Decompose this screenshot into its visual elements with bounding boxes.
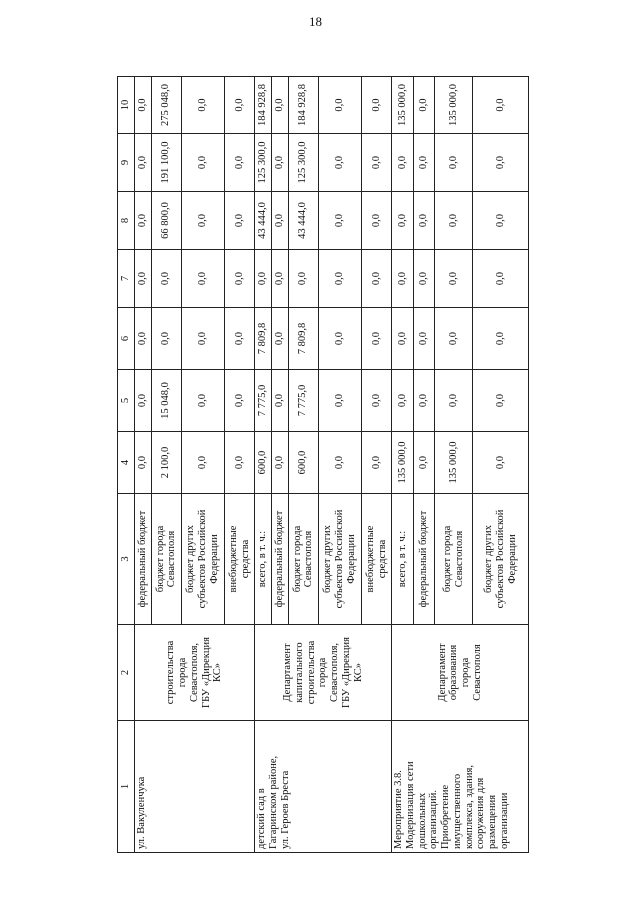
funding-source-cell: федеральный бюджет [413,494,434,625]
value-cell: 0,0 [181,308,224,370]
value-cell: 0,0 [473,370,529,432]
funding-source-cell: всего, в т. ч.: [392,494,413,625]
value-cell: 0,0 [225,134,255,192]
value-cell: 0,0 [473,250,529,308]
funding-source-cell: федеральный бюджет [135,494,152,625]
value-cell: 0,0 [318,308,361,370]
value-cell: 0,0 [473,77,529,134]
value-cell: 0,0 [181,370,224,432]
value-cell: 0,0 [434,192,472,250]
funding-source-cell: бюджет других субъектов Российской Федерации [181,494,224,625]
column-header: 6 [118,308,135,370]
column-header: 7 [118,250,135,308]
value-cell: 0,0 [413,192,434,250]
page-number: 18 [309,14,322,29]
value-cell: 0,0 [318,134,361,192]
value-cell: 0,0 [271,370,288,432]
value-cell: 0,0 [135,432,152,494]
value-cell: 0,0 [225,250,255,308]
value-cell: 0,0 [362,432,392,494]
event-name-cell: Мероприятие 3.8. Модернизация сети дошкольных организаций. Приобретение имущественного комплекса, здания, сооружения для размещения организации [392,721,529,853]
value-cell: 0,0 [318,250,361,308]
value-cell: 0,0 [135,370,152,432]
value-cell: 0,0 [271,192,288,250]
value-cell: 0,0 [135,308,152,370]
funding-source-cell: бюджет других субъектов Российской Федерации [473,494,529,625]
rotated-table-container [117,77,529,853]
value-cell: 7 809,8 [288,308,318,370]
value-cell: 0,0 [362,250,392,308]
column-header: 4 [118,432,135,494]
value-cell: 0,0 [225,308,255,370]
value-cell: 0,0 [181,134,224,192]
event-name-cell: ул. Вакуленчука [135,721,255,853]
funding-source-cell: бюджет города Севастополя [288,494,318,625]
value-cell: 0,0 [392,308,413,370]
funding-source-cell: внебюджетные средства [362,494,392,625]
value-cell: 0,0 [181,432,224,494]
value-cell: 125 300,0 [288,134,318,192]
funding-source-cell: внебюджетные средства [225,494,255,625]
value-cell: 0,0 [473,432,529,494]
table-row [392,77,413,853]
value-cell: 0,0 [151,308,181,370]
column-header: 9 [118,134,135,192]
value-cell: 184 928,8 [255,77,272,134]
value-cell: 0,0 [434,308,472,370]
value-cell: 0,0 [413,432,434,494]
value-cell: 0,0 [362,134,392,192]
value-cell: 275 048,0 [151,77,181,134]
column-header: 2 [118,625,135,721]
value-cell: 43 444,0 [255,192,272,250]
table-row [135,77,152,853]
value-cell: 0,0 [413,308,434,370]
column-header: 10 [118,77,135,134]
value-cell: 191 100,0 [151,134,181,192]
value-cell: 0,0 [225,370,255,432]
executor-cell: Департамент образования города Севастополя [392,625,529,721]
value-cell: 0,0 [288,250,318,308]
value-cell: 0,0 [225,77,255,134]
value-cell: 0,0 [318,370,361,432]
value-cell: 0,0 [392,192,413,250]
value-cell: 135 000,0 [392,77,413,134]
value-cell: 0,0 [362,308,392,370]
value-cell: 0,0 [473,192,529,250]
value-cell: 0,0 [255,250,272,308]
funding-source-cell: бюджет города Севастополя [434,494,472,625]
value-cell: 66 800,0 [151,192,181,250]
value-cell: 7 775,0 [255,370,272,432]
event-name-cell: детский сад в Гагаринском районе, ул. Героев Бреста [255,721,392,853]
value-cell: 0,0 [473,134,529,192]
value-cell: 0,0 [151,250,181,308]
funding-source-cell: федеральный бюджет [271,494,288,625]
header-row [118,77,135,853]
value-cell: 15 048,0 [151,370,181,432]
value-cell: 0,0 [392,250,413,308]
value-cell: 0,0 [392,134,413,192]
value-cell: 0,0 [362,370,392,432]
value-cell: 0,0 [413,370,434,432]
value-cell: 125 300,0 [255,134,272,192]
value-cell: 0,0 [271,432,288,494]
table-row [255,77,272,853]
value-cell: 0,0 [318,192,361,250]
value-cell: 600,0 [255,432,272,494]
value-cell: 0,0 [271,250,288,308]
value-cell: 0,0 [434,134,472,192]
column-header: 8 [118,192,135,250]
value-cell: 0,0 [473,308,529,370]
table-body [135,77,529,853]
column-header: 5 [118,370,135,432]
value-cell: 0,0 [181,250,224,308]
value-cell: 0,0 [362,192,392,250]
funding-source-cell: бюджет других субъектов Российской Федерации [318,494,361,625]
value-cell: 43 444,0 [288,192,318,250]
funding-source-cell: бюджет города Севастополя [151,494,181,625]
value-cell: 0,0 [271,134,288,192]
value-cell: 0,0 [434,370,472,432]
value-cell: 0,0 [318,432,361,494]
value-cell: 0,0 [434,250,472,308]
value-cell: 0,0 [271,308,288,370]
value-cell: 0,0 [225,192,255,250]
value-cell: 0,0 [413,250,434,308]
value-cell: 184 928,8 [288,77,318,134]
value-cell: 0,0 [135,134,152,192]
value-cell: 135 000,0 [434,77,472,134]
value-cell: 0,0 [362,77,392,134]
value-cell: 0,0 [413,134,434,192]
value-cell: 0,0 [225,432,255,494]
value-cell: 0,0 [135,77,152,134]
value-cell: 0,0 [392,370,413,432]
value-cell: 0,0 [318,77,361,134]
value-cell: 0,0 [181,192,224,250]
value-cell: 600,0 [288,432,318,494]
value-cell: 0,0 [135,250,152,308]
executor-cell: строительства города Севастополя, ГБУ «Дирекция КС» [135,625,255,721]
executor-cell: Департамент капитального строительства города Севастополя, ГБУ «Дирекция КС» [255,625,392,721]
value-cell: 7 809,8 [255,308,272,370]
value-cell: 135 000,0 [392,432,413,494]
value-cell: 0,0 [181,77,224,134]
value-cell: 7 775,0 [288,370,318,432]
value-cell: 0,0 [271,77,288,134]
value-cell: 0,0 [135,192,152,250]
funding-source-cell: всего, в т. ч.: [255,494,272,625]
value-cell: 2 100,0 [151,432,181,494]
column-header: 1 [118,721,135,853]
column-header: 3 [118,494,135,625]
value-cell: 135 000,0 [434,432,472,494]
value-cell: 0,0 [413,77,434,134]
budget-table [117,76,529,853]
